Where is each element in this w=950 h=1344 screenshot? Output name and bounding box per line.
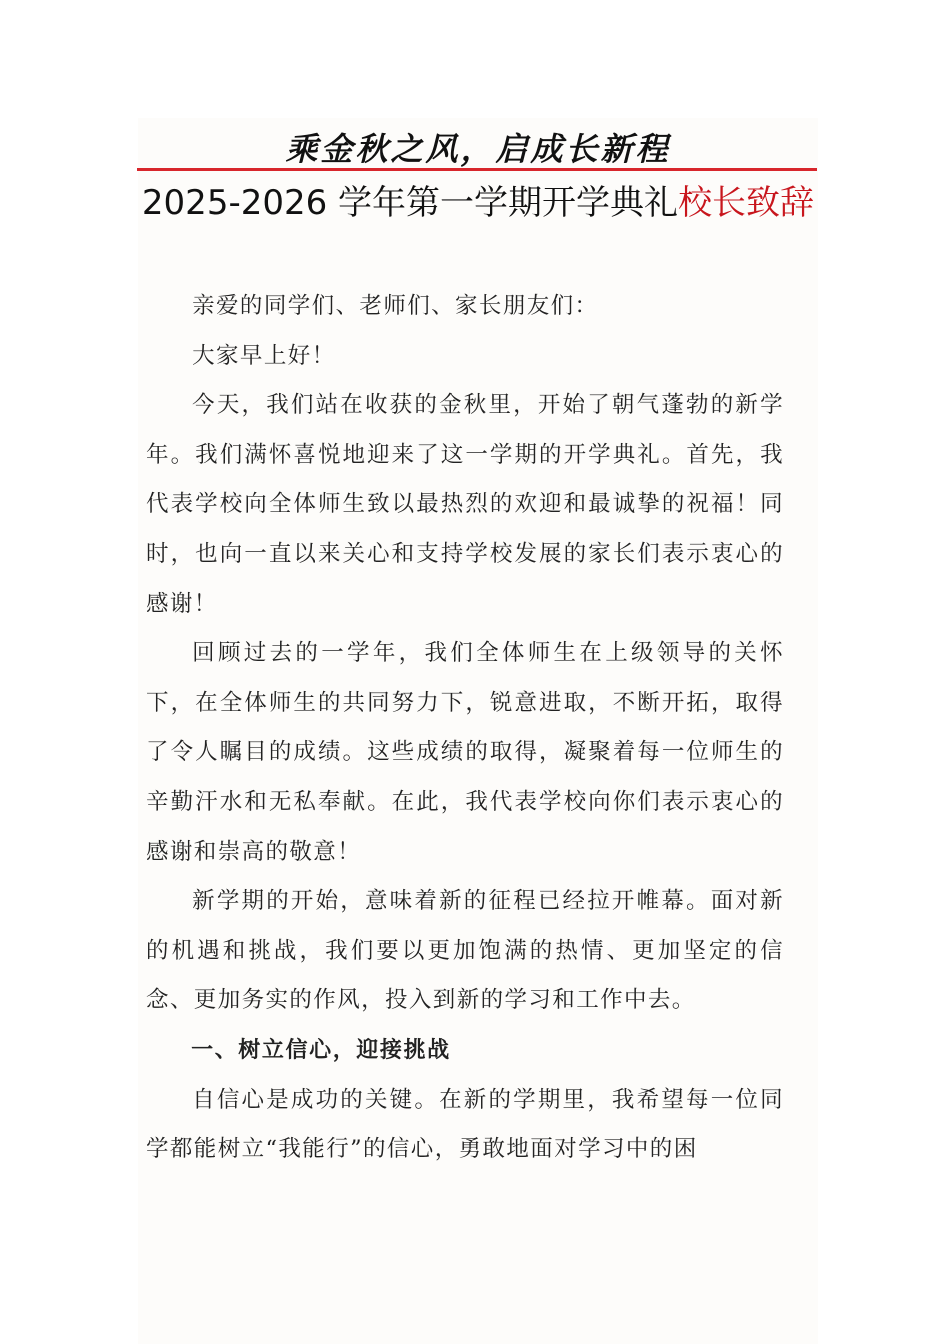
paragraph-confidence: 自信心是成功的关键。在新的学期里，我希望每一位同学都能树立“我能行”的信心，勇敢地面对学习中的困 <box>146 1086 784 1163</box>
headline: 乘金秋之风，启成长新程 <box>285 130 671 168</box>
paragraph-review: 回顾过去的一学年，我们全体师生在上级领导的关怀下，在全体师生的共同努力下，锐意进取，不断开拓，取得了令人瞩目的成绩。这些成绩的取得，凝聚着每一位师生的辛勤汗水和无私奉献。在此，我代表学校向你们表示衷心的感谢和崇高的敬意！ <box>146 640 784 865</box>
greeting: 大家早上好！ <box>192 342 336 369</box>
page-title <box>138 178 818 228</box>
paragraph-opening: 今天，我们站在收获的金秋里，开始了朝气蓬勃的新学年。我们满怀喜悦地迎来了这一学期的开学典礼。首先，我代表学校向全体师生致以最热烈的欢迎和最诚挚的祝福！同时，也向一直以来关心和支持学校发展的家长们表示衷心的感谢！ <box>146 392 784 617</box>
red-divider-line <box>137 168 817 171</box>
document-body <box>146 282 784 1175</box>
salutation: 亲爱的同学们、老师们、家长朋友们： <box>192 293 599 319</box>
title-main: 2025-2026 学年第一学期开学典礼 <box>141 183 679 223</box>
paragraph-new-semester: 新学期的开始，意味着新的征程已经拉开帷幕。面对新的机遇和挑战，我们要以更加饱满的热情、更加坚定的信念、更加务实的作风，投入到新的学习和工作中去。 <box>146 888 784 1014</box>
section-heading: 一、树立信心，迎接挑战 <box>191 1037 451 1063</box>
title-highlight: 校长致辞 <box>678 183 815 223</box>
